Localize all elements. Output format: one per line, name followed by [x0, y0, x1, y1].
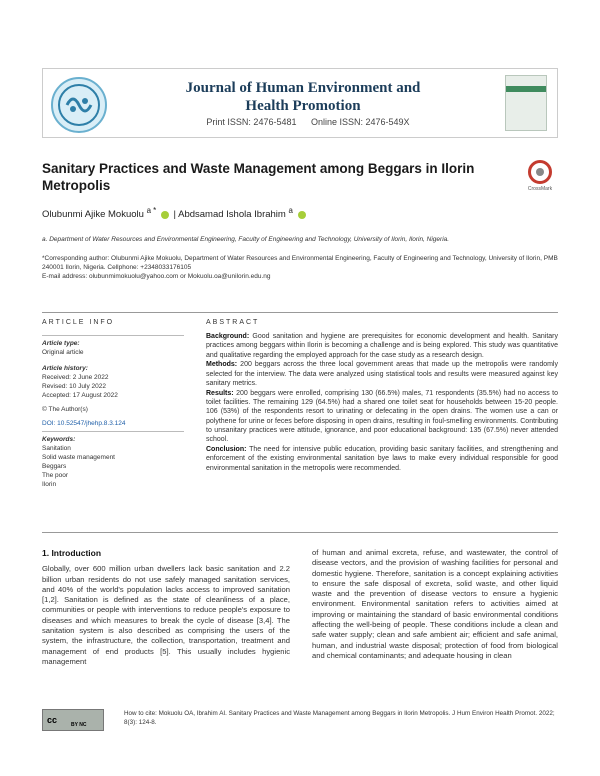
keyword: Sanitation — [42, 445, 71, 452]
section-heading: 1. Introduction — [42, 548, 102, 558]
accepted: Accepted: 17 August 2022 — [42, 392, 118, 399]
author-1-affil: a * — [146, 206, 157, 215]
abstract-background: Background: Good sanitation and hygiene are prerequisites for economic development and health. Sanitary practices among beggars within Ilorin is becoming a challenge and is being explored. This study was quantitative and qualitative regarding the employed approach for the case study as a research design. — [206, 333, 558, 359]
journal-header — [42, 68, 558, 138]
keyword: Ilorin — [42, 481, 57, 488]
body-column-2 — [312, 548, 558, 661]
keyword: Solid waste management — [42, 454, 115, 461]
online-issn: Online ISSN: 2476-549X — [311, 117, 410, 127]
journal-cover-image — [505, 75, 547, 131]
copyright: © The Author(s) — [42, 406, 88, 413]
citation: How to cite: Mokuolu OA, Ibrahim AI. Sanitary Practices and Waste Management among Beggars in Ilorin Metropolis. J Hum Environ Health Promot. 2022; 8(3): 124-8. — [124, 710, 555, 726]
abstract-conclusion: Conclusion: The need for intensive public education, providing basic sanitary facilities, and strengthening and enforcement of the existing environmental sanitation bye laws to make every individual responsible for good environmental sanitation in the metropolis were recommended. — [206, 446, 558, 472]
email[interactable]: E-mail address: olubunmimokuolu@yahoo.com or Mokuolu.oa@unilorin.edu.ng — [42, 273, 271, 280]
type-label: Article type: — [42, 340, 80, 347]
divider — [42, 312, 558, 313]
history-label: Article history: — [42, 365, 88, 372]
abstract-results: Results: 200 beggars were enrolled, comprising 130 (66.5%) males, 71 respondents (35.5%) had no access to toilet facilities. The remaining 129 (64.5%) had a shared one toilet seat for households between 15-20 people. 106 (53%) of the respondents resort to urinating or defecating in the open drains. The women use a can or polythene for urine or feces before disposing in open drains, resulting in foul-smelling environments. Contributing to unsanitary practices were attitude, ignorance, and poor educational background: 135 (67.5%) never attended school. — [206, 389, 559, 444]
cc-license-icon[interactable]: cc BY NC — [42, 709, 104, 731]
author-2[interactable]: Abdsamad Ishola Ibrahim — [178, 209, 286, 221]
keywords-label: Keywords: — [42, 436, 76, 443]
article-info — [42, 332, 184, 489]
type-value: Original article — [42, 349, 84, 356]
journal-logo-icon — [51, 77, 107, 133]
print-issn: Print ISSN: 2476-5481 — [206, 117, 297, 127]
corresponding-author: *Corresponding author: Olubunmi Ajike Mokuolu, Department of Water Resources and Environmental Engineering, Faculty of Engineering and Technology, University of Ilorin, PMB 240001 Ilorin, Nigeria. Cellphone: +2348033176105 E-mail address: olubunmimokuolu@yahoo.com or Mokuolu.oa@unilorin.edu.ng — [42, 255, 558, 280]
journal-title[interactable]: Journal of Human Environment and Health Promotion — [185, 80, 421, 114]
author-line — [42, 206, 308, 220]
abstract-heading: ABSTRACT — [206, 319, 260, 326]
abstract-methods: Methods: 200 beggars across the three local government areas that made up the metropolis were randomly selected for the interview. The data were analyzed using statistical tools and results were measured against key sanitary metrics. — [206, 361, 558, 387]
footer — [42, 706, 558, 734]
license-terms: BY NC — [71, 722, 87, 728]
journal-issn — [193, 117, 423, 127]
author-separator: | — [173, 209, 176, 221]
keyword: Beggars — [42, 463, 67, 470]
received: Received: 2 June 2022 — [42, 374, 109, 381]
article-title: Sanitary Practices and Waste Management among Beggars in Ilorin Metropolis — [42, 161, 475, 193]
revised: Revised: 10 July 2022 — [42, 383, 106, 390]
intro-text-1: Globally, over 600 million urban dwellers lack basic sanitation and 2.2 billion urban residents do not use safely managed sanitation services, and 40% of the world's population lacks access to improved sanitation [1,2]. Sanitation is defined as the state of cleanliness of a place, communities or people with interventions to reduce people's exposure to diseases and which measures to break the cycle of disease [3,4]. The sanitation system is also described as comprising the users of the system, the infrastructure, the collection, transportation, treatment and management of end products [5]. This usually includes hygienic management — [42, 564, 290, 666]
keyword: The poor — [42, 472, 69, 479]
intro-text-2: of human and animal excreta, refuse, and wastewater, the control of disease vectors, and the provision of washing facilities for personal and domestic hygiene. Therefore, sanitation is a concept explaining activities to ensure the safe disposal of excreta, solid waste, and other liquid waste and the prevention of disease vectors to ensure a hygienic environment. Environmental sanitation refers to activities aimed at improving or maintaining the standard of basic environmental conditions affecting the well-being of people. These conditions include a clean and safe water supply; clean and safe ambient air; efficient and safe animal, human, and industrial waste disposal; protection of food from biological and chemical contaminants; and adequate housing in clean — [312, 548, 558, 660]
orcid-icon[interactable] — [298, 211, 306, 219]
doi-link[interactable]: DOI: 10.52547/jhehp.8.3.124 — [42, 420, 126, 427]
affiliation: a. Department of Water Resources and Environmental Engineering, Faculty of Engineering and Technology, University of Ilorin, Ilorin, Nigeria. — [42, 236, 450, 243]
abstract-body — [206, 332, 558, 473]
author-1[interactable]: Olubunmi Ajike Mokuolu — [42, 209, 144, 221]
orcid-icon[interactable] — [161, 211, 169, 219]
author-2-affil: a — [288, 206, 293, 215]
article-info-heading: ARTICLE INFO — [42, 319, 115, 326]
crossmark-icon[interactable] — [528, 160, 552, 184]
crossmark-label: CrossMark — [527, 186, 553, 192]
divider — [42, 532, 558, 533]
body-column-1 — [42, 548, 290, 667]
